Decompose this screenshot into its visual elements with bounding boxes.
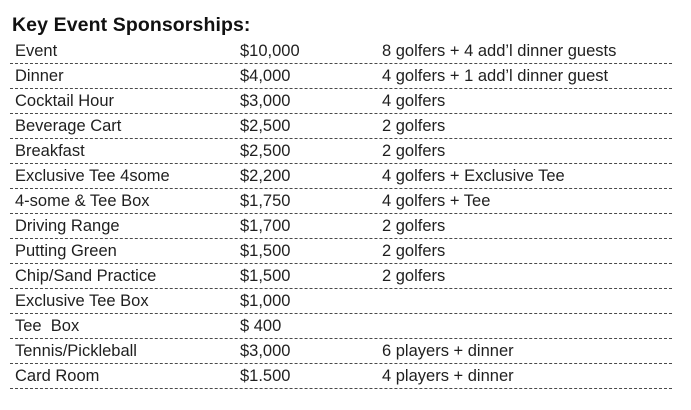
sponsorship-price: $ 400 <box>240 317 282 335</box>
sponsorship-name: Tee Box <box>15 317 80 335</box>
table-row <box>10 64 672 89</box>
sponsorship-benefit: 4 golfers <box>382 92 446 110</box>
sponsorship-name: Breakfast <box>15 142 85 160</box>
sponsorship-benefit: 4 players + dinner <box>382 367 514 385</box>
table-row <box>10 214 672 239</box>
table-row <box>10 239 672 264</box>
sponsorship-price: $1,750 <box>240 192 291 210</box>
sponsorship-price: $1,500 <box>240 267 291 285</box>
sponsorship-benefit: 8 golfers + 4 add’l dinner guests <box>382 42 617 60</box>
sponsorship-name: Exclusive Tee Box <box>15 292 149 310</box>
sponsorship-benefit: 2 golfers <box>382 217 446 235</box>
table-row <box>10 164 672 189</box>
sponsorship-benefit: 2 golfers <box>382 267 446 285</box>
table-row <box>10 264 672 289</box>
sponsorship-price: $2,500 <box>240 117 291 135</box>
sponsorship-price: $3,000 <box>240 342 291 360</box>
sponsorship-price: $10,000 <box>240 42 300 60</box>
sponsorship-name: Chip/Sand Practice <box>15 267 157 285</box>
sponsorship-name: Card Room <box>15 367 100 385</box>
table-row <box>10 339 672 364</box>
table-row <box>10 139 672 164</box>
sponsorship-name: Cocktail Hour <box>15 92 115 110</box>
sponsorship-name: Beverage Cart <box>15 117 122 135</box>
sponsorship-price: $1,500 <box>240 242 291 260</box>
sponsorship-table <box>10 39 672 389</box>
sponsorship-name: Putting Green <box>15 242 117 260</box>
sponsorship-benefit: 2 golfers <box>382 242 446 260</box>
sponsorship-price: $1.500 <box>240 367 291 385</box>
sponsorship-price: $2,500 <box>240 142 291 160</box>
sponsorship-name: Dinner <box>15 67 64 85</box>
page-title: Key Event Sponsorships: <box>12 14 251 36</box>
sponsorship-benefit: 2 golfers <box>382 117 446 135</box>
sponsorship-price: $3,000 <box>240 92 291 110</box>
sponsorship-name: Exclusive Tee 4some <box>15 167 170 185</box>
sponsorship-price: $2,200 <box>240 167 291 185</box>
table-row <box>10 89 672 114</box>
sponsorship-benefit: 2 golfers <box>382 142 446 160</box>
sponsorship-price: $1,700 <box>240 217 291 235</box>
sponsorship-benefit: 6 players + dinner <box>382 342 514 360</box>
table-row <box>10 364 672 389</box>
table-row <box>10 289 672 314</box>
sponsorship-benefit: 4 golfers + Exclusive Tee <box>382 167 565 185</box>
sponsorship-price: $4,000 <box>240 67 291 85</box>
table-row <box>10 189 672 214</box>
sponsorship-name: Event <box>15 42 58 60</box>
sponsorship-name: Tennis/Pickleball <box>15 342 137 360</box>
sponsorship-benefit: 4 golfers + 1 add’l dinner guest <box>382 67 609 85</box>
table-row <box>10 314 672 339</box>
table-row <box>10 114 672 139</box>
sponsorship-price: $1,000 <box>240 292 291 310</box>
sponsorship-benefit: 4 golfers + Tee <box>382 192 491 210</box>
sponsorship-name: Driving Range <box>15 217 120 235</box>
table-row <box>10 39 672 64</box>
sponsorship-name: 4-some & Tee Box <box>15 192 150 210</box>
